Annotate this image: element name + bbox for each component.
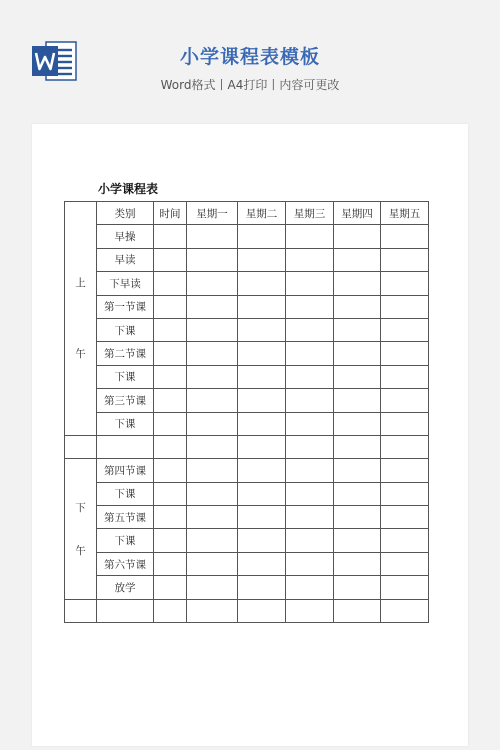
schedule-cell[interactable] — [381, 482, 429, 505]
schedule-cell[interactable] — [286, 389, 334, 412]
schedule-cell[interactable] — [381, 272, 429, 295]
category-cell: 下课 — [97, 412, 154, 435]
schedule-cell[interactable] — [187, 389, 238, 412]
category-cell: 第六节课 — [97, 552, 154, 575]
schedule-cell[interactable] — [381, 576, 429, 599]
table-row — [65, 389, 429, 412]
schedule-cell[interactable] — [238, 365, 286, 388]
schedule-cell[interactable] — [154, 295, 187, 318]
category-cell — [97, 599, 154, 622]
schedule-cell[interactable] — [334, 225, 381, 248]
page-title: 小学课程表模板 — [179, 46, 320, 68]
schedule-cell[interactable] — [154, 599, 187, 622]
schedule-cell[interactable] — [187, 342, 238, 365]
afternoon-label-cell — [65, 459, 97, 599]
document-page — [32, 124, 468, 746]
schedule-cell[interactable] — [334, 482, 381, 505]
schedule-cell[interactable] — [334, 459, 381, 482]
schedule-cell[interactable] — [334, 435, 381, 458]
schedule-cell[interactable] — [187, 459, 238, 482]
schedule-cell[interactable] — [286, 225, 334, 248]
schedule-cell[interactable] — [238, 506, 286, 529]
schedule-table — [64, 201, 429, 623]
schedule-cell[interactable] — [381, 412, 429, 435]
category-cell: 第二节课 — [97, 342, 154, 365]
schedule-cell[interactable] — [381, 365, 429, 388]
schedule-cell[interactable] — [381, 529, 429, 552]
schedule-cell[interactable] — [334, 342, 381, 365]
schedule-cell[interactable] — [381, 248, 429, 271]
schedule-cell[interactable] — [334, 272, 381, 295]
schedule-cell[interactable] — [286, 342, 334, 365]
table-row — [65, 576, 429, 599]
page-header — [0, 0, 500, 120]
category-cell: 下课 — [97, 529, 154, 552]
column-header-monday: 星期一 — [187, 202, 238, 225]
schedule-cell[interactable] — [187, 412, 238, 435]
schedule-cell[interactable] — [187, 225, 238, 248]
schedule-cell[interactable] — [334, 576, 381, 599]
schedule-cell[interactable] — [286, 599, 334, 622]
table-row — [65, 342, 429, 365]
schedule-cell[interactable] — [154, 529, 187, 552]
schedule-cell[interactable] — [381, 295, 429, 318]
schedule-cell[interactable] — [286, 365, 334, 388]
schedule-cell[interactable] — [286, 435, 334, 458]
morning-label-top: 上 — [75, 277, 86, 290]
schedule-cell[interactable] — [154, 365, 187, 388]
schedule-cell[interactable] — [187, 435, 238, 458]
column-header-wednesday: 星期三 — [286, 202, 334, 225]
column-header-friday: 星期五 — [381, 202, 429, 225]
category-cell: 下课 — [97, 318, 154, 341]
schedule-cell[interactable] — [154, 272, 187, 295]
schedule-cell[interactable] — [286, 576, 334, 599]
table-row — [65, 529, 429, 552]
schedule-cell[interactable] — [187, 576, 238, 599]
column-header-time: 时间 — [154, 202, 187, 225]
schedule-cell[interactable] — [238, 576, 286, 599]
schedule-cell[interactable] — [334, 552, 381, 575]
schedule-cell[interactable] — [286, 529, 334, 552]
schedule-cell[interactable] — [334, 529, 381, 552]
category-cell: 下课 — [97, 482, 154, 505]
schedule-cell[interactable] — [381, 225, 429, 248]
table-row — [65, 272, 429, 295]
schedule-cell[interactable] — [238, 599, 286, 622]
afternoon-label-bottom: 午 — [75, 544, 86, 557]
schedule-cell[interactable] — [381, 599, 429, 622]
category-cell: 下课 — [97, 365, 154, 388]
schedule-cell[interactable] — [286, 295, 334, 318]
schedule-cell[interactable] — [238, 342, 286, 365]
period-spacer-cell — [65, 435, 97, 458]
schedule-cell[interactable] — [187, 599, 238, 622]
schedule-cell[interactable] — [286, 552, 334, 575]
morning-label-bottom: 午 — [75, 348, 86, 361]
table-row — [65, 552, 429, 575]
category-cell: 第三节课 — [97, 389, 154, 412]
schedule-cell[interactable] — [187, 248, 238, 271]
schedule-cell[interactable] — [187, 552, 238, 575]
schedule-cell[interactable] — [154, 318, 187, 341]
category-cell: 早操 — [97, 225, 154, 248]
schedule-cell[interactable] — [334, 506, 381, 529]
schedule-cell[interactable] — [238, 389, 286, 412]
schedule-cell[interactable] — [238, 435, 286, 458]
schedule-cell[interactable] — [286, 482, 334, 505]
schedule-cell[interactable] — [154, 435, 187, 458]
schedule-cell[interactable] — [187, 529, 238, 552]
column-header-thursday: 星期四 — [334, 202, 381, 225]
category-cell: 第一节课 — [97, 295, 154, 318]
column-header-tuesday: 星期二 — [238, 202, 286, 225]
schedule-cell[interactable] — [238, 272, 286, 295]
schedule-cell[interactable] — [187, 272, 238, 295]
page-subtitle: Word格式丨A4打印丨内容可更改 — [160, 78, 340, 92]
schedule-cell[interactable] — [154, 225, 187, 248]
afternoon-label-top: 下 — [75, 501, 86, 514]
schedule-cell[interactable] — [238, 248, 286, 271]
schedule-cell[interactable] — [286, 318, 334, 341]
category-cell: 放学 — [97, 576, 154, 599]
morning-label-cell — [65, 202, 97, 436]
schedule-cell[interactable] — [381, 435, 429, 458]
category-cell: 第五节课 — [97, 506, 154, 529]
schedule-cell[interactable] — [238, 295, 286, 318]
category-cell: 早读 — [97, 248, 154, 271]
column-header-category: 类别 — [97, 202, 154, 225]
table-row — [65, 459, 429, 482]
table-row — [65, 318, 429, 341]
schedule-cell[interactable] — [238, 412, 286, 435]
schedule-cell[interactable] — [238, 552, 286, 575]
schedule-cell[interactable] — [187, 365, 238, 388]
schedule-cell[interactable] — [154, 389, 187, 412]
schedule-cell[interactable] — [334, 248, 381, 271]
table-row — [65, 482, 429, 505]
schedule-cell[interactable] — [154, 506, 187, 529]
table-row — [65, 365, 429, 388]
table-row — [65, 295, 429, 318]
schedule-cell[interactable] — [154, 412, 187, 435]
table-row — [65, 599, 429, 622]
schedule-cell[interactable] — [381, 552, 429, 575]
table-row — [65, 506, 429, 529]
schedule-cell[interactable] — [238, 529, 286, 552]
category-cell — [97, 435, 154, 458]
schedule-cell[interactable] — [187, 295, 238, 318]
schedule-cell[interactable] — [154, 552, 187, 575]
schedule-cell[interactable] — [381, 459, 429, 482]
schedule-cell[interactable] — [381, 342, 429, 365]
header-row — [65, 202, 429, 225]
schedule-cell[interactable] — [154, 342, 187, 365]
schedule-cell[interactable] — [334, 389, 381, 412]
table-title: 小学课程表 — [98, 182, 159, 196]
schedule-cell[interactable] — [238, 225, 286, 248]
schedule-cell[interactable] — [286, 506, 334, 529]
period-spacer-cell — [65, 599, 97, 622]
category-cell: 第四节课 — [97, 459, 154, 482]
schedule-cell[interactable] — [187, 482, 238, 505]
table-row — [65, 412, 429, 435]
schedule-cell[interactable] — [238, 318, 286, 341]
schedule-cell[interactable] — [187, 506, 238, 529]
schedule-cell[interactable] — [286, 459, 334, 482]
schedule-cell[interactable] — [238, 459, 286, 482]
schedule-cell[interactable] — [381, 506, 429, 529]
schedule-cell[interactable] — [334, 599, 381, 622]
schedule-cell[interactable] — [381, 318, 429, 341]
schedule-cell[interactable] — [334, 318, 381, 341]
schedule-cell[interactable] — [154, 482, 187, 505]
schedule-cell[interactable] — [286, 248, 334, 271]
schedule-cell[interactable] — [238, 482, 286, 505]
table-row — [65, 248, 429, 271]
schedule-cell[interactable] — [154, 576, 187, 599]
table-row — [65, 225, 429, 248]
schedule-cell[interactable] — [334, 365, 381, 388]
schedule-cell[interactable] — [154, 248, 187, 271]
category-cell: 下早读 — [97, 272, 154, 295]
table-row — [65, 435, 429, 458]
schedule-cell[interactable] — [334, 412, 381, 435]
schedule-cell[interactable] — [187, 318, 238, 341]
schedule-cell[interactable] — [286, 272, 334, 295]
schedule-cell[interactable] — [334, 295, 381, 318]
schedule-cell[interactable] — [381, 389, 429, 412]
schedule-cell[interactable] — [154, 459, 187, 482]
schedule-cell[interactable] — [286, 412, 334, 435]
